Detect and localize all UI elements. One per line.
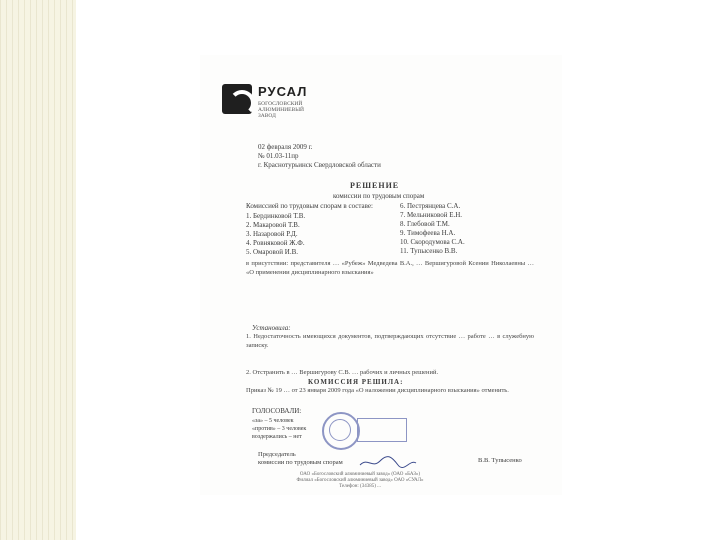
rusal-logo-icon (222, 84, 252, 114)
decorative-left-border (0, 0, 76, 540)
resolved-heading: Установила: (252, 324, 291, 332)
document-subtitle: комиссии по трудовым спорам (333, 192, 425, 200)
list-item: 6. Пестрянцева С.А. (400, 202, 461, 210)
footer-line: Телефон: (34385) ... (339, 484, 381, 489)
members-heading: Комиссией по трудовым спорам в составе: (246, 202, 373, 210)
vote-line: «за» – 5 человек (252, 418, 294, 424)
list-item: 4. Ровняковой Ж.Ф. (246, 239, 305, 247)
document-date: 02 февраля 2009 г. (258, 143, 313, 151)
paragraph-second-point: 2. Отстранить в … Вершигурову С.В. … рабочих и личных решений. (246, 369, 439, 376)
logo-subtitle: БОГОСЛОВСКИЙ АЛЮМИНИЕВЫЙ ЗАВОД (258, 101, 304, 119)
list-item: 9. Тимофеева Н.А. (400, 229, 456, 237)
vote-line: воздержались – нет (252, 434, 302, 440)
vote-heading: ГОЛОСОВАЛИ: (252, 407, 302, 415)
list-item: 8. Глебовой Т.М. (400, 220, 450, 228)
round-seal-stamp (322, 412, 360, 450)
list-item: 3. Назаровой Р.Д. (246, 230, 298, 238)
decision-text: Приказ № 19 … от 23 января 2009 года «О наложении дисциплинарного взыскания» отменить. (246, 387, 509, 394)
footer-line: Филиал «Богословский алюминиевый завод» ОАО «СУАЛ» (296, 478, 424, 483)
signature-role: Председатель (258, 451, 296, 458)
document-title: РЕШЕНИЕ (350, 181, 400, 190)
commission-decided: КОМИССИЯ РЕШИЛА: (308, 378, 404, 386)
list-item: 11. Тупысенко В.В. (400, 247, 458, 255)
vote-line: «против» – 3 человек (252, 426, 307, 432)
signature-role: комиссии по трудовым спорам (258, 459, 343, 466)
list-item: 10. Скородумова С.А. (400, 238, 465, 246)
list-item: 1. Бердинковой Т.В. (246, 212, 306, 220)
list-item: 5. Омаровой И.В. (246, 248, 299, 256)
signature-name: В.В. Тупысенко (478, 457, 522, 464)
document-city: г. Краснотурьинск Свердловской области (258, 161, 381, 169)
list-item: 2. Макаровой Т.В. (246, 221, 300, 229)
rectangular-stamp (357, 418, 407, 442)
paragraph-presence: в присутствии: представителя … «Рубеж» Медведева В.А., … Вершигуровой Ксении Николаевны … «О применении дисциплинарного взыскания» (246, 260, 534, 276)
list-item: 7. Мельниковой Е.Н. (400, 211, 463, 219)
paragraph-findings: 1. Недостаточность имеющихся документов, подтверждающих отсутствие … работе … в служебную записку. (246, 333, 534, 349)
document-number: № 01.03-11пр (258, 152, 299, 160)
logo-name: РУСАЛ (258, 84, 308, 99)
footer-line: ОАО «Богословский алюминиевый завод» (ОАО «БАЗ») (299, 472, 421, 477)
handwritten-signature (358, 455, 418, 469)
